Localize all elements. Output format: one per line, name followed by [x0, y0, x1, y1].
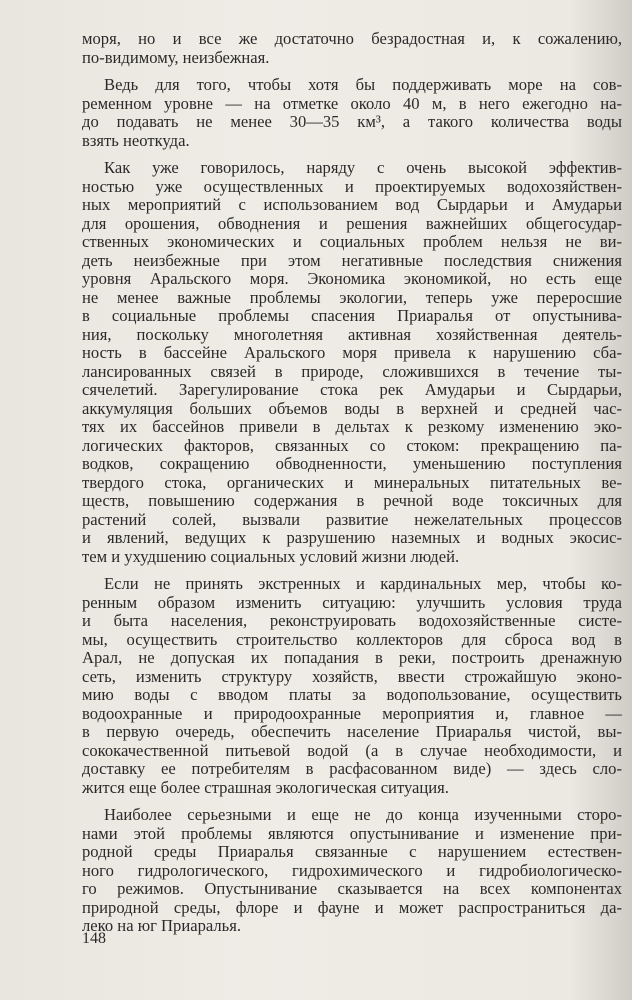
- text-line: уровня Аральского моря. Экономика экономикой, но есть еще: [82, 269, 622, 288]
- paragraph: [82, 575, 622, 797]
- text-line: леко на юг Приаралья.: [82, 916, 242, 935]
- text-line: растений солей, вызвали развитие нежелательных процессов: [82, 509, 622, 529]
- paragraph: [82, 159, 622, 566]
- text-line: сячелетий. Зарегулирование стока рек Амударьи и Сырдарьи,: [82, 380, 622, 399]
- text-line: ных мероприятий с использованием вод Сырдарьи и Амударьи: [82, 195, 622, 214]
- text-line: ременном уровне — на отметке около 40 м, в него ежегодно на-: [82, 93, 622, 113]
- text-line: тем и ухудшению социальных условий жизни людей.: [82, 546, 460, 566]
- text-line: природной среды, флоре и фауне и может распространиться да-: [82, 897, 622, 917]
- text-line: родной среды Приаралья связанные с нарушением естествен-: [82, 842, 622, 861]
- text-line: моря, но и все же достаточно безрадостная и, к сожалению,: [82, 29, 622, 48]
- text-line: логических факторов, связанных со стоком: прекращению па-: [82, 435, 622, 455]
- paragraph: [82, 76, 622, 150]
- text-line: и быта населения, реконструировать водохозяйственные систе-: [82, 611, 622, 630]
- body-text: [82, 30, 622, 945]
- text-line: тях их бассейнов привели в дельтах к резкому изменению эко-: [82, 417, 622, 436]
- text-line: ственных экономических и социальных проблем нельзя не ви-: [82, 232, 622, 251]
- text-line: Арал, не допуская их попадания в реки, построить дренажную: [82, 648, 622, 667]
- text-line: Если не принять экстренных и кардинальных мер, чтобы ко-: [104, 574, 622, 593]
- text-line: Ведь для того, чтобы хотя бы поддерживать море на сов-: [104, 75, 622, 94]
- text-line: лансированных связей в природе, сложившихся в течение ты-: [82, 361, 622, 381]
- text-line: сеть, изменить структуру хозяйств, ввести строжайшую эконо-: [82, 666, 622, 686]
- text-line: деть неизбежные при этом негативные последствия снижения: [82, 250, 622, 270]
- text-line: взять неоткуда.: [82, 130, 190, 150]
- text-line: аккумуляция больших объемов воды в верхней и средней час-: [82, 398, 622, 418]
- text-line: ществ, повышению содержания в речной воде токсичных для: [82, 491, 622, 510]
- text-line: твердого стока, органических и минеральных питательных ве-: [82, 472, 622, 492]
- text-line: Наиболее серьезными и еще не до конца изученными сторо-: [104, 805, 622, 824]
- text-line: и явлений, ведущих к разрушению наземных и водных экосис-: [82, 528, 622, 547]
- text-line: водоохранные и природоохранные мероприятия и, главное —: [82, 703, 622, 723]
- text-line: не менее важные проблемы экологии, теперь уже переросшие: [82, 287, 622, 307]
- page-number: 148: [82, 930, 106, 947]
- text-line: нами этой проблемы являются опустынивание и изменение при-: [82, 823, 622, 843]
- text-line: ренным образом изменить ситуацию: улучшить условия труда: [82, 592, 622, 612]
- text-line: ность в бассейне Аральского моря привела к нарушению сба-: [82, 343, 622, 362]
- text-line: Как уже говорилось, наряду с очень высокой эффектив-: [104, 158, 622, 177]
- text-line: ного гидрологического, гидрохимического и гидробиологическо-: [82, 860, 622, 880]
- paragraph: [82, 806, 622, 936]
- paragraph: [82, 30, 622, 67]
- text-line: го режимов. Опустынивание сказывается на всех компонентах: [82, 879, 622, 898]
- text-line: в социальные проблемы спасения Приаралья от опустынива-: [82, 306, 622, 325]
- text-line: для орошения, обводнения и решения важнейших общегосудар-: [82, 213, 622, 233]
- text-line: сококачественной питьевой водой (а в случае необходимости, и: [82, 740, 622, 760]
- text-line: в первую очередь, обеспечить население Приаралья чистой, вы-: [82, 722, 622, 741]
- text-line: доставку ее потребителям в расфасованном виде) — здесь сло-: [82, 759, 622, 778]
- text-line: жится еще более страшная экологическая ситуация.: [82, 777, 449, 797]
- text-line: до подавать не менее 30—35 км³, а такого количества воды: [82, 112, 622, 131]
- text-line: ния, поскольку многолетняя активная хозяйственная деятель-: [82, 324, 622, 344]
- text-line: мы, осуществить строительство коллекторов для сброса вод в: [82, 629, 622, 649]
- text-line: по-видимому, неизбежная.: [82, 47, 270, 67]
- text-line: ностью уже осуществленных и проектируемых водохозяйствен-: [82, 176, 622, 196]
- text-line: водков, сокращению обводненности, уменьшению поступления: [82, 454, 622, 473]
- text-line: мию воды с вводом платы за водопользование, осуществить: [82, 685, 622, 704]
